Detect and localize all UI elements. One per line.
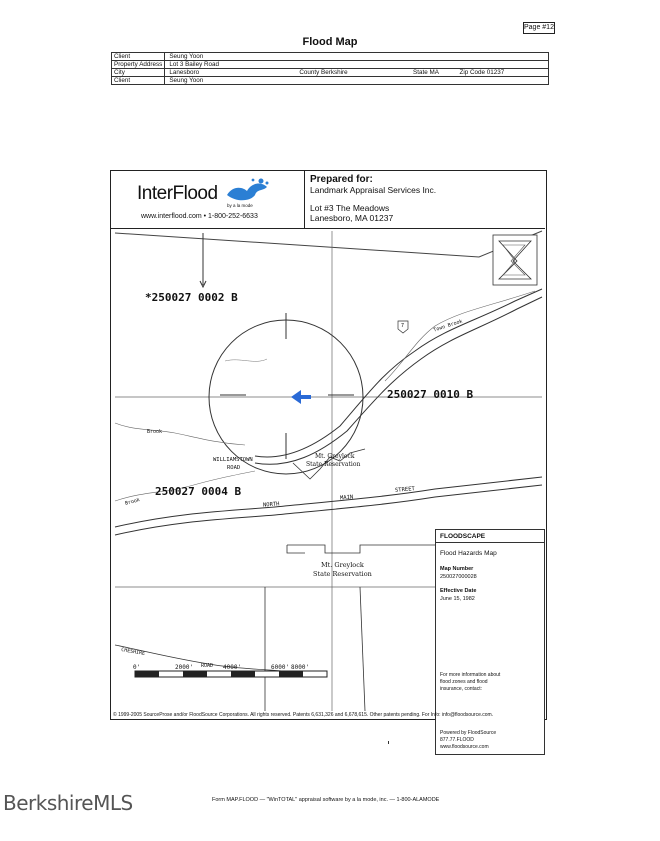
scan-mark — [388, 741, 389, 744]
table-row — [112, 77, 549, 85]
reservation2-type: State Reservation — [313, 570, 372, 578]
powered-line-2: 877.77.FLOOD — [440, 737, 474, 743]
north-label: NORTH — [262, 501, 280, 509]
cheshire-road-label: ROAD — [201, 663, 214, 669]
panel-0010-label: 250027 0010 B — [387, 388, 474, 401]
client-label: Client — [112, 53, 165, 61]
route-number: 7 — [401, 323, 405, 329]
cheshire-label: CHESHIRE — [120, 646, 146, 658]
splash-logo-icon — [223, 177, 271, 205]
zip-value: 01237 — [486, 69, 505, 76]
scale-label-4000: 4000' — [223, 664, 242, 671]
map-number-value: 250027000028 — [440, 574, 477, 580]
scale-label-6000: 6000' — [271, 664, 290, 671]
floodscape-panel — [435, 529, 545, 755]
berkshire-mls-watermark: BerkshireMLS — [3, 791, 133, 815]
prepared-line2: Lanesboro, MA 01237 — [310, 213, 394, 223]
scale-label-0: 0' — [133, 664, 141, 671]
panel-0004-label: 250027 0004 B — [155, 485, 242, 498]
panel-0002-label: *250027 0002 B — [145, 291, 238, 304]
client2-value: Seung Yoon — [165, 77, 549, 85]
interflood-website: www.interflood.com • 1-800-252-6633 — [141, 213, 258, 220]
county-value: Berkshire — [321, 69, 348, 76]
flood-map-frame — [110, 170, 547, 750]
prepared-for-block — [310, 175, 436, 223]
state-value: MA — [429, 69, 439, 76]
county-label: County — [299, 69, 320, 76]
street-label: STREET — [394, 486, 416, 494]
interflood-logo: InterFlood — [137, 183, 218, 204]
prepared-for-title: Prepared for: — [310, 174, 373, 185]
address-value: Lot 3 Bailey Road — [165, 61, 549, 69]
main-label: MAIN — [339, 494, 354, 502]
powered-line-3: www.floodsource.com — [440, 744, 489, 750]
city-value: Lanesboro — [169, 69, 200, 76]
scale-label-2000: 2000' — [175, 664, 194, 671]
brook-label: Brook — [147, 429, 163, 435]
town-brook-label: Town Brook — [432, 318, 464, 334]
copyright-notice: © 1999-2005 SourceProse and/or FloodSource Corporations. All rights reserved. Patents 6,631,326 and 6,678,615. Other patents pending. For Info: info@floodsource.com. — [113, 712, 494, 718]
form-footer: Form MAP.FLOOD — "WinTOTAL" appraisal software by a la mode, inc. — 1-800-ALAMODE — [212, 797, 440, 803]
reservation1-name: Mt. Greylock — [315, 453, 355, 460]
scale-label-8000: 8000' — [291, 664, 310, 671]
client-value: Seung Yoon — [165, 53, 549, 61]
city-label: City — [112, 69, 165, 77]
flood-hazards-subtitle: Flood Hazards Map — [440, 550, 497, 557]
prepared-company: Landmark Appraisal Services Inc. — [310, 185, 437, 195]
table-row — [112, 69, 549, 77]
page-title: Flood Map — [302, 36, 358, 48]
powered-line-1: Powered by FloodSource — [440, 730, 497, 736]
map-number-label: Map Number — [440, 566, 474, 572]
reservation1-type: State Reservation — [306, 461, 361, 468]
client2-label: Client — [112, 77, 165, 85]
state-label: State — [413, 69, 428, 76]
info-line-1: For more information about — [440, 672, 501, 678]
zip-label: Zip Code — [459, 69, 486, 76]
city-county-state-zip — [165, 69, 549, 77]
reservation2-name: Mt. Greylock — [321, 561, 364, 569]
prepared-line1: Lot #3 The Meadows — [310, 203, 390, 213]
effective-date-value: June 15, 1982 — [440, 596, 475, 602]
table-row — [112, 61, 549, 69]
subject-info-table — [111, 52, 549, 85]
williamstown-label: WILLIAMSTOWN — [213, 457, 253, 463]
address-label: Property Address — [112, 61, 165, 69]
table-row — [112, 53, 549, 61]
interflood-by-label: by a la mode — [227, 203, 253, 208]
effective-date-label: Effective Date — [440, 588, 477, 594]
location-arrow-icon — [291, 390, 311, 404]
page-number-label: Page #12 — [523, 22, 555, 34]
brook-lower-label: Brook — [124, 497, 141, 507]
map-header — [111, 171, 545, 229]
floodscape-title: FLOODSCAPE — [440, 533, 486, 540]
info-line-2: flood zones and flood — [440, 679, 488, 685]
info-line-3: insurance, contact: — [440, 686, 482, 692]
williamstown-road-label: ROAD — [227, 465, 241, 471]
interflood-logo-box — [111, 171, 305, 228]
